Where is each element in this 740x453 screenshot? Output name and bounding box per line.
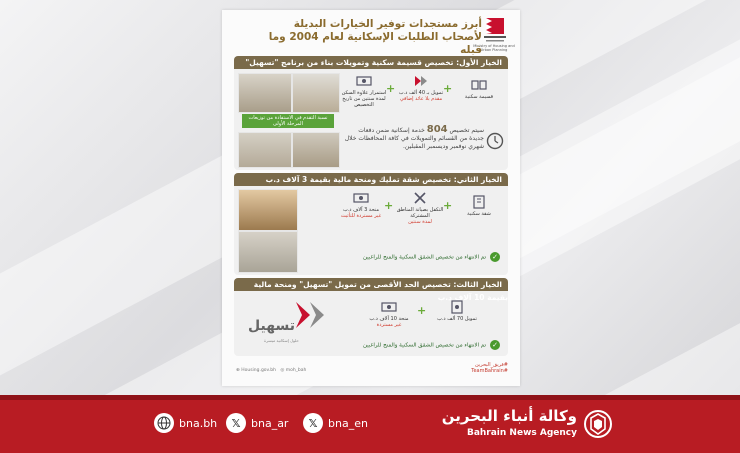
option3-header: الخيار الثالث: تخصيص الحد الأقصى من تمويل "تسهيل" ومنحة مالية بقيمة 10 آلاف د.ب [234, 278, 508, 291]
option3-section [234, 278, 508, 356]
x-handle-en: bna_en [328, 416, 368, 430]
option1-photo-villa-1 [238, 73, 292, 113]
option2-item-apartment: شقة سكنية [456, 195, 502, 217]
check-icon: ✓ [490, 340, 500, 350]
option2-header: الخيار الثاني: تخصيص شقة تمليك ومنحة مالية بقيمة 3 آلاف د.ب [234, 173, 508, 186]
web-icon: ⊕ [236, 368, 240, 373]
website-label: bna.bh [179, 416, 218, 430]
option1-header: الخيار الأول: تخصيص قسيمة سكنية وتمويلات بناء من برنامج "تسهيل" [234, 56, 508, 69]
option3-status: ✓تم الانتهاء من تخصيص الشقق السكنية والمنح للراغبين [304, 340, 500, 350]
plus-icon: + [443, 199, 453, 212]
x-icon: 𝕏 [226, 413, 246, 433]
plus-icon: + [417, 304, 427, 317]
plus-icon: + [384, 199, 394, 212]
plus-icon: + [386, 82, 396, 95]
poster-title: أبرز مستجدات توفير الخيارات البديلة لأصحاب الطلبات الإسكانية لعام 2004 وما قبله [268, 18, 482, 56]
option3-item-grant: منحة 10 آلاف د.ب غير مستردة [364, 300, 414, 328]
ministry-name: Ministry of Housing and Urban Planning [473, 44, 515, 52]
money-icon [353, 191, 369, 205]
bna-logo-icon [583, 409, 613, 439]
ministry-logo [482, 16, 508, 44]
tools-icon [412, 191, 428, 205]
option3-item-financing: تمويل 70 ألف د.ب [434, 300, 480, 322]
option2-photo-interior [238, 189, 298, 231]
instagram-icon: ◎ [280, 368, 285, 373]
tasheel-brand-name: تسهيل [248, 318, 295, 334]
building-icon [471, 195, 487, 209]
option2-photo-building [238, 231, 298, 273]
check-icon: ✓ [490, 252, 500, 262]
money-icon [356, 74, 372, 88]
tasheel-tagline: حلول إسكانية ميسرة [264, 338, 299, 343]
option1-progress-label: نسبة التقدم في الاستفادة من توزيعات المرحلة الأولى [242, 114, 334, 128]
social-x-en[interactable] [303, 413, 368, 433]
x-icon: 𝕏 [303, 413, 323, 433]
poster-hashtags: #فريق_البحرين #TeamBahrain [471, 362, 508, 374]
infographic-poster [222, 10, 520, 386]
option2-section [234, 173, 508, 275]
globe-icon [154, 413, 174, 433]
money-icon [381, 300, 397, 314]
tasheel-icon [413, 74, 429, 88]
x-handle-ar: bna_ar [251, 416, 289, 430]
tasheel-logo-icon [294, 300, 328, 330]
option1-item-allowance: استمرار علاوة السكن لمدة سنتين من تاريخ التخصيص [339, 74, 389, 108]
option2-item-grant: منحة 3 آلاف د.ب غير مستردة للتأثيث [336, 191, 386, 219]
plot-icon [471, 78, 487, 92]
social-x-ar[interactable] [226, 413, 288, 433]
poster-footer-links: ⊕ Housing.gov.bh ◎ moh_bah [236, 368, 307, 373]
building-money-icon [449, 300, 465, 314]
option2-status: ✓تم الانتهاء من تخصيص الشقق السكنية والمنح للراغبين [304, 252, 500, 262]
bna-agency-name: وكالة أنباء البحرين Bahrain News Agency [441, 407, 577, 438]
option1-item-plot: قسيمة سكنية [456, 78, 502, 100]
option1-photo-villa-3 [238, 132, 292, 168]
social-website[interactable] [154, 413, 217, 433]
option1-section [234, 56, 508, 170]
option2-item-maintenance: التكفل بصيانة المناطق المشتركة لمدة سنتين [394, 191, 446, 225]
option1-note: سيتم تخصيص 804 خدمة إسكانية ضمن دفعات جديدة من القسائم والتمويلات في كافة المحافظات خلال شهري نوفمبر وديسمبر المقبلين. [344, 124, 484, 150]
clock-icon [486, 132, 504, 150]
option1-photo-villa-2 [292, 73, 340, 113]
option1-item-financing: تمويل بـ 40 ألف د.ب مقدم بلا عائد إضافي [398, 74, 444, 102]
option1-photo-villa-4 [292, 132, 340, 168]
plus-icon: + [443, 82, 453, 95]
bna-footer-bar [0, 395, 740, 453]
